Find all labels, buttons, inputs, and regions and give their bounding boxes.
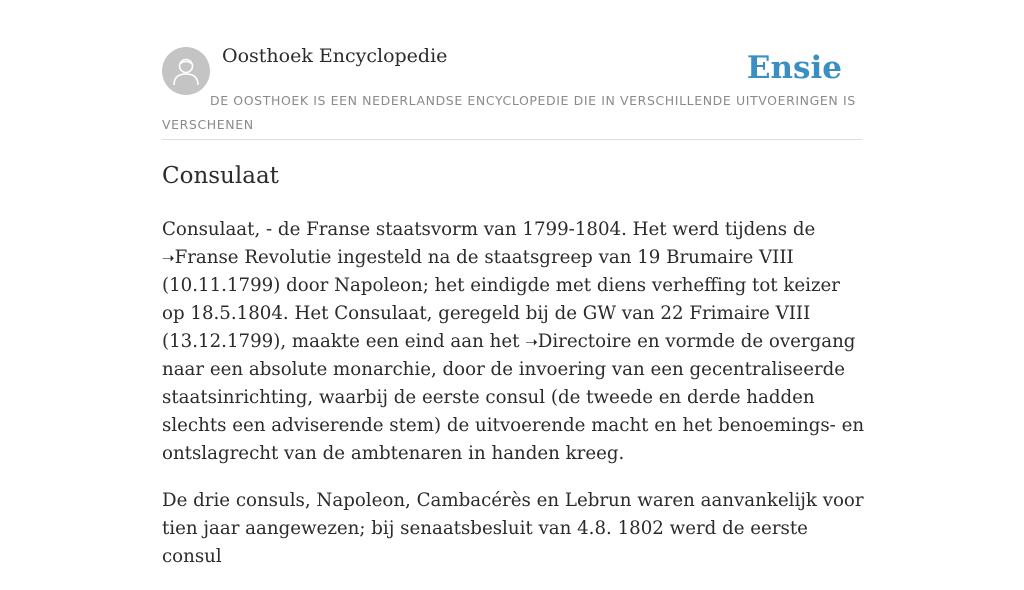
article-body (162, 216, 866, 590)
link-label: Franse Revolutie (174, 247, 332, 268)
cross-reference-arrow-icon: ➝ (525, 333, 538, 351)
avatar[interactable] (162, 47, 210, 95)
brand-logo[interactable]: Ensie (746, 50, 842, 86)
paragraph-text: en vormde de overgang naar een absolute monarchie, door de invoering van een gecentraliseerde staatsinrichting, waarbij de eerste consul (de tweede en derde hadden slechts een adviserende stem) de uitvoerende macht en het benoemings- en ontslagrecht van de ambtenaren in handen kreeg. (162, 331, 865, 464)
link-franse-revolutie[interactable] (162, 247, 331, 268)
link-label: Directoire (537, 331, 632, 352)
article-paragraph-2: De drie consuls, Napoleon, Cambacérès en Lebrun waren aanvankelijk voor tien jaar aangewezen; bij senaatsbesluit van 4.8. 1802 werd de eerste consul (162, 490, 864, 567)
source-tagline: DE OOSTHOEK IS EEN NEDERLANDSE ENCYCLOPEDIE DIE IN VERSCHILLENDE UITVOERINGEN IS VERSCHENEN (162, 93, 856, 132)
paragraph-text: ingesteld na de staatsgreep van 19 Brumaire VIII (10.11.1799) door Napoleon; het eindigde met diens verheffing tot keizer op 18.5.1804. Het Consulaat, geregeld bij de GW van 22 Frimaire VIII (13.12.1799), maakte een eind aan het (162, 247, 840, 352)
source-name-link[interactable]: Oosthoek Encyclopedie (222, 45, 448, 67)
paragraph-text: Consulaat, - de Franse staatsvorm van 1799-1804. Het werd tijdens de (162, 219, 816, 240)
header-divider (162, 139, 862, 140)
article-title: Consulaat (162, 163, 279, 189)
cross-reference-arrow-icon: ➝ (162, 249, 175, 267)
link-directoire[interactable] (525, 331, 631, 352)
user-silhouette-icon (169, 54, 203, 88)
article-paragraph-1 (162, 216, 866, 468)
